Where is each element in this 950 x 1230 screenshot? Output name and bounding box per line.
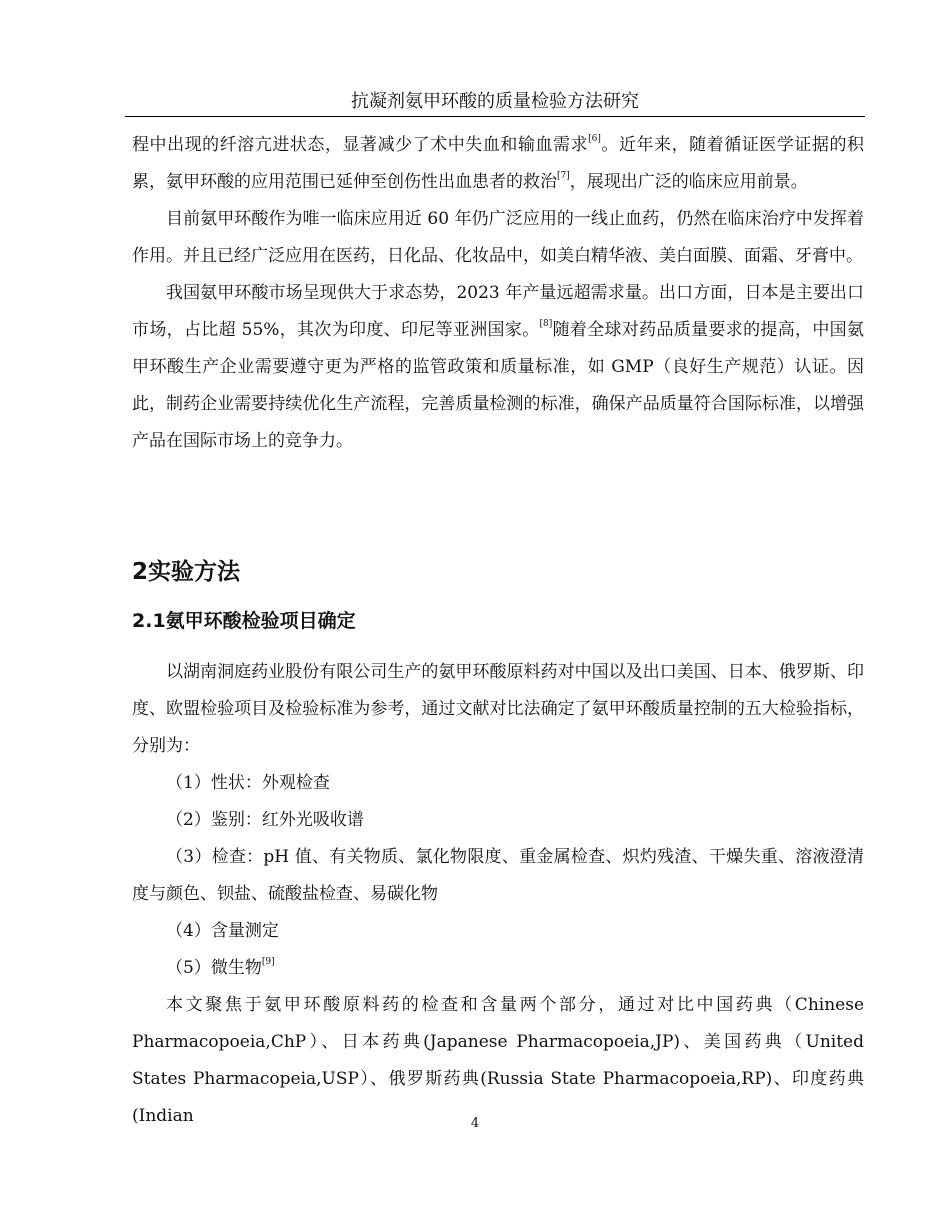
citation-9: [9] bbox=[261, 957, 275, 967]
list-item: （3）检查：pH 值、有关物质、氯化物限度、重金属检查、炽灼残渣、干燥失重、溶液澄清度与颜色、钡盐、硫酸盐检查、易碳化物 bbox=[132, 847, 864, 904]
list-item: （4）含量测定 bbox=[166, 921, 279, 941]
list-item: （2）鉴别：红外光吸收谱 bbox=[166, 810, 364, 830]
section2-body bbox=[132, 654, 864, 1135]
paragraph-2: 目前氨甲环酸作为唯一临床应用近 60 年仍广泛应用的一线止血药，仍然在临床治疗中发挥着作用。并且已经广泛应用在医药，日化品、化妆品中，如美白精华液、美白面膜、面霜、牙膏中。 bbox=[132, 209, 864, 266]
citation-6: [6] bbox=[588, 134, 601, 144]
section-heading: 2实验方法 bbox=[132, 559, 241, 585]
citation-7: [7] bbox=[557, 171, 570, 181]
paragraph-4: 以湖南洞庭药业股份有限公司生产的氨甲环酸原料药对中国以及出口美国、日本、俄罗斯、印度、欧盟检验项目及检验标准为参考，通过文献对比法确定了氨甲环酸质量控制的五大检验指标，分别为： bbox=[132, 662, 864, 756]
list-item: （5）微生物[9] bbox=[166, 957, 275, 978]
header-rule bbox=[125, 116, 865, 117]
section1-body bbox=[132, 127, 864, 460]
list-item: （1）性状：外观检查 bbox=[166, 773, 330, 793]
paragraph-5: 本文聚焦于氨甲环酸原料药的检查和含量两个部分，通过对比中国药典（Chinese Pharmacopoeia,ChP）、日本药典(Japanese Pharmacopoeia,JP)、美国药典（United States Pharmacopeia,USP）、俄罗斯药典(Russia State Pharmacopoeia,RP)、印度药典(Indian bbox=[132, 995, 864, 1126]
citation-8: [8] bbox=[539, 319, 553, 329]
paragraph-1: 程中出现的纤溶亢进状态，显著减少了术中失血和输血需求[6]。近年来，随着循证医学证据的积累，氨甲环酸的应用范围已延伸至创伤性出血患者的救治[7]，展现出广泛的临床应用前景。 bbox=[132, 134, 864, 192]
running-header: 抗凝剂氨甲环酸的质量检验方法研究 bbox=[351, 91, 639, 112]
subsection-heading: 2.1氨甲环酸检验项目确定 bbox=[132, 610, 356, 632]
page-number: 4 bbox=[470, 1116, 480, 1131]
paragraph-3: 我国氨甲环酸市场呈现供大于求态势，2023 年产量远超需求量。出口方面，日本是主要出口市场，占比超 55%，其次为印度、印尼等亚洲国家。[8]随着全球对药品质量要求的提高，中国氨甲环酸生产企业需要遵守更为严格的监管政策和质量标准，如 GMP（良好生产规范）认证。因此，制药企业需要持续优化生产流程，完善质量检测的标准，确保产品质量符合国际标准，以增强产品在国际市场上的竞争力。 bbox=[132, 283, 864, 451]
